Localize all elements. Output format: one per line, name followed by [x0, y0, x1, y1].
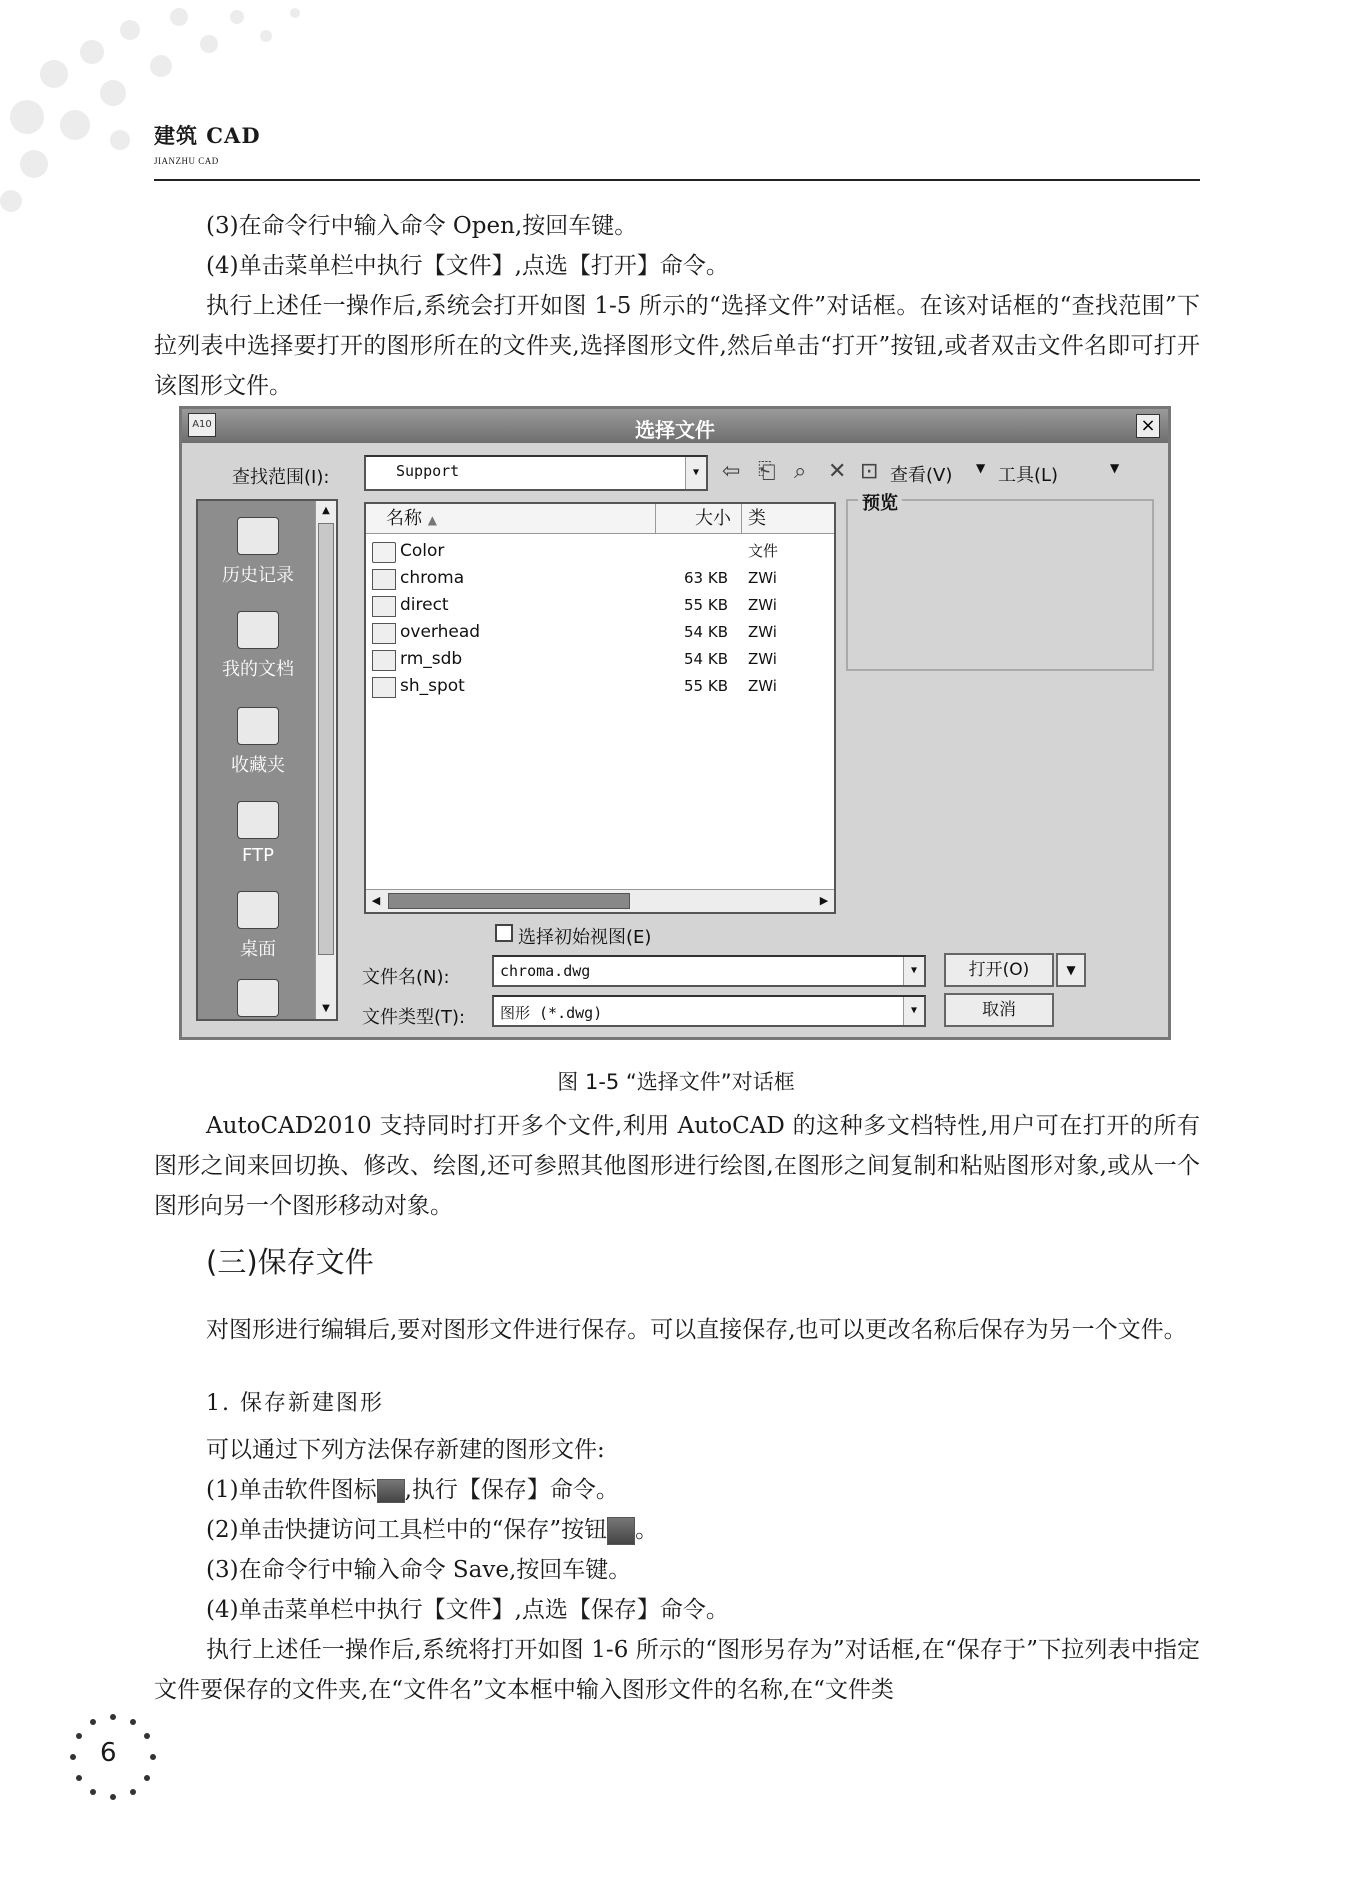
- chevron-down-icon[interactable]: ▼: [685, 457, 706, 489]
- search-web-icon[interactable]: ⌕: [794, 459, 807, 484]
- paragraph-open-description: 执行上述任一操作后,系统会打开如图 1-5 所示的“选择文件”对话框。在该对话框的“查找范围”下拉列表中选择要打开的图形所在的文件夹,选择图形文件,然后单击“打开”按钮,或者双击文件名即可打开该图形文件。: [154, 293, 1200, 399]
- dialog-titlebar: [182, 409, 1168, 443]
- subsection-title: 1. 保存新建图形: [206, 1391, 384, 1416]
- decorative-dots: [0, 0, 360, 230]
- dialog-title: 选择文件: [635, 418, 715, 442]
- place-desktop[interactable]: 桌面: [198, 891, 318, 961]
- dwg-file-icon: [372, 596, 396, 617]
- open-options-dropdown[interactable]: ▼: [1056, 953, 1086, 987]
- column-header-size[interactable]: 大小: [656, 504, 742, 534]
- look-in-value: Support: [396, 462, 460, 480]
- file-row[interactable]: direct 55 KB ZWi: [366, 592, 834, 619]
- view-menu[interactable]: 查看(V): [890, 465, 953, 486]
- filetype-label: 文件类型(T):: [362, 1007, 466, 1028]
- place-my-documents[interactable]: 我的文档: [198, 611, 318, 681]
- file-row[interactable]: sh_spot 55 KB ZWi: [366, 673, 834, 700]
- file-list-hscrollbar[interactable]: [366, 889, 834, 912]
- paragraph-save-description: 执行上述任一操作后,系统将打开如图 1-6 所示的“图形另存为”对话框,在“保存于”下拉列表中指定文件要保存的文件夹,在“文件名”文本框中输入图形文件的名称,在“文件类: [154, 1637, 1200, 1703]
- cancel-button[interactable]: 取消: [944, 993, 1054, 1027]
- dwg-file-icon: [372, 650, 396, 671]
- places-scrollbar[interactable]: [315, 501, 336, 1019]
- software-app-icon: [377, 1479, 405, 1503]
- place-ftp[interactable]: FTP: [198, 801, 318, 866]
- new-folder-icon[interactable]: ⊡: [860, 459, 879, 484]
- save-icon: [607, 1517, 635, 1545]
- chevron-down-icon[interactable]: ▼: [976, 461, 986, 475]
- file-row[interactable]: chroma 63 KB ZWi: [366, 565, 834, 592]
- scroll-thumb[interactable]: [388, 893, 630, 909]
- filename-label: 文件名(N):: [362, 967, 450, 988]
- select-file-dialog: [179, 406, 1171, 1040]
- look-in-dropdown[interactable]: [364, 455, 708, 491]
- initial-view-label: 选择初始视图(E): [518, 927, 652, 948]
- column-header-type[interactable]: 类: [742, 504, 836, 534]
- paragraph-open-method3: (3)在命令行中输入命令 Open,按回车键。: [206, 213, 638, 239]
- file-row[interactable]: rm_sdb 54 KB ZWi: [366, 646, 834, 673]
- favorites-folder-icon: [237, 707, 279, 745]
- paragraph-save-method1: (1)单击软件图标 ,执行【保存】命令。: [206, 1477, 619, 1503]
- initial-view-checkbox[interactable]: [495, 924, 513, 942]
- chevron-down-icon[interactable]: ▼: [1110, 461, 1120, 475]
- back-icon[interactable]: ⇦: [722, 459, 741, 484]
- preview-box: [846, 493, 1154, 671]
- filetype-value: 图形 (*.dwg): [500, 1004, 603, 1022]
- chevron-down-icon[interactable]: ▼: [903, 957, 924, 985]
- tools-menu[interactable]: 工具(L): [998, 465, 1059, 486]
- header-rule: [154, 179, 1200, 181]
- paragraph-open-method4: (4)单击菜单栏中执行【文件】,点选【打开】命令。: [206, 253, 729, 279]
- app-icon: A10: [188, 413, 216, 437]
- file-list: [364, 502, 836, 914]
- ftp-icon: [237, 801, 279, 839]
- filetype-dropdown[interactable]: [492, 995, 926, 1027]
- desktop-icon: [237, 891, 279, 929]
- section-title: (三)保存文件: [206, 1245, 374, 1279]
- folder-icon: [372, 542, 396, 563]
- places-sidebar: [196, 499, 338, 1021]
- dwg-file-icon: [372, 623, 396, 644]
- paragraph-save-method4: (4)单击菜单栏中执行【文件】,点选【保存】命令。: [206, 1597, 729, 1623]
- scroll-left-icon[interactable]: ◀: [371, 894, 381, 907]
- figure-caption: 图 1-5 “选择文件”对话框: [557, 1070, 795, 1094]
- paragraph-multi-document: AutoCAD2010 支持同时打开多个文件,利用 AutoCAD 的这种多文档特性,用户可在打开的所有图形之间来回切换、修改、绘图,还可参照其他图形进行绘图,在图形之间复制和粘贴图形对象,或从一个图形向另一个图形移动对象。: [154, 1113, 1200, 1219]
- paragraph-save-intro: 对图形进行编辑后,要对图形文件进行保存。可以直接保存,也可以更改名称后保存为另一个文件。: [206, 1317, 1187, 1343]
- running-header-title: 建筑 CAD: [154, 123, 261, 148]
- dwg-file-icon: [372, 569, 396, 590]
- scroll-right-icon[interactable]: ▶: [819, 894, 829, 907]
- documents-folder-icon: [237, 611, 279, 649]
- scroll-down-icon[interactable]: ▼: [322, 1003, 330, 1014]
- dwg-file-icon: [372, 677, 396, 698]
- place-more[interactable]: [198, 979, 318, 1021]
- file-row[interactable]: overhead 54 KB ZWi: [366, 619, 834, 646]
- column-header-name[interactable]: 名称 ▲: [366, 504, 656, 534]
- filename-field[interactable]: [492, 955, 926, 987]
- open-button[interactable]: 打开(O): [944, 953, 1054, 987]
- places-list: [198, 501, 318, 1019]
- place-history[interactable]: 历史记录: [198, 517, 318, 587]
- folder-icon: [237, 979, 279, 1017]
- paragraph-methods-intro: 可以通过下列方法保存新建的图形文件:: [206, 1437, 605, 1463]
- page-number: 6: [100, 1738, 117, 1768]
- file-row[interactable]: Color 文件: [366, 538, 834, 565]
- history-folder-icon: [237, 517, 279, 555]
- look-in-label: 查找范围(I):: [232, 467, 330, 488]
- scroll-thumb[interactable]: [318, 523, 334, 955]
- paragraph-save-method3: (3)在命令行中输入命令 Save,按回车键。: [206, 1557, 632, 1583]
- paragraph-save-method2: (2)单击快捷访问工具栏中的“保存”按钮 。: [206, 1517, 659, 1543]
- preview-label: 预览: [858, 489, 902, 515]
- sort-ascending-icon: ▲: [427, 513, 437, 527]
- scroll-up-icon[interactable]: ▲: [322, 505, 330, 516]
- filename-value: chroma.dwg: [500, 962, 591, 980]
- running-header-subtitle: JIANZHU CAD: [154, 156, 219, 166]
- up-folder-icon[interactable]: ⎗: [758, 459, 776, 484]
- delete-icon[interactable]: ✕: [828, 459, 847, 484]
- place-favorites[interactable]: 收藏夹: [198, 707, 318, 777]
- chevron-down-icon[interactable]: ▼: [903, 997, 924, 1025]
- close-icon[interactable]: ×: [1136, 414, 1160, 438]
